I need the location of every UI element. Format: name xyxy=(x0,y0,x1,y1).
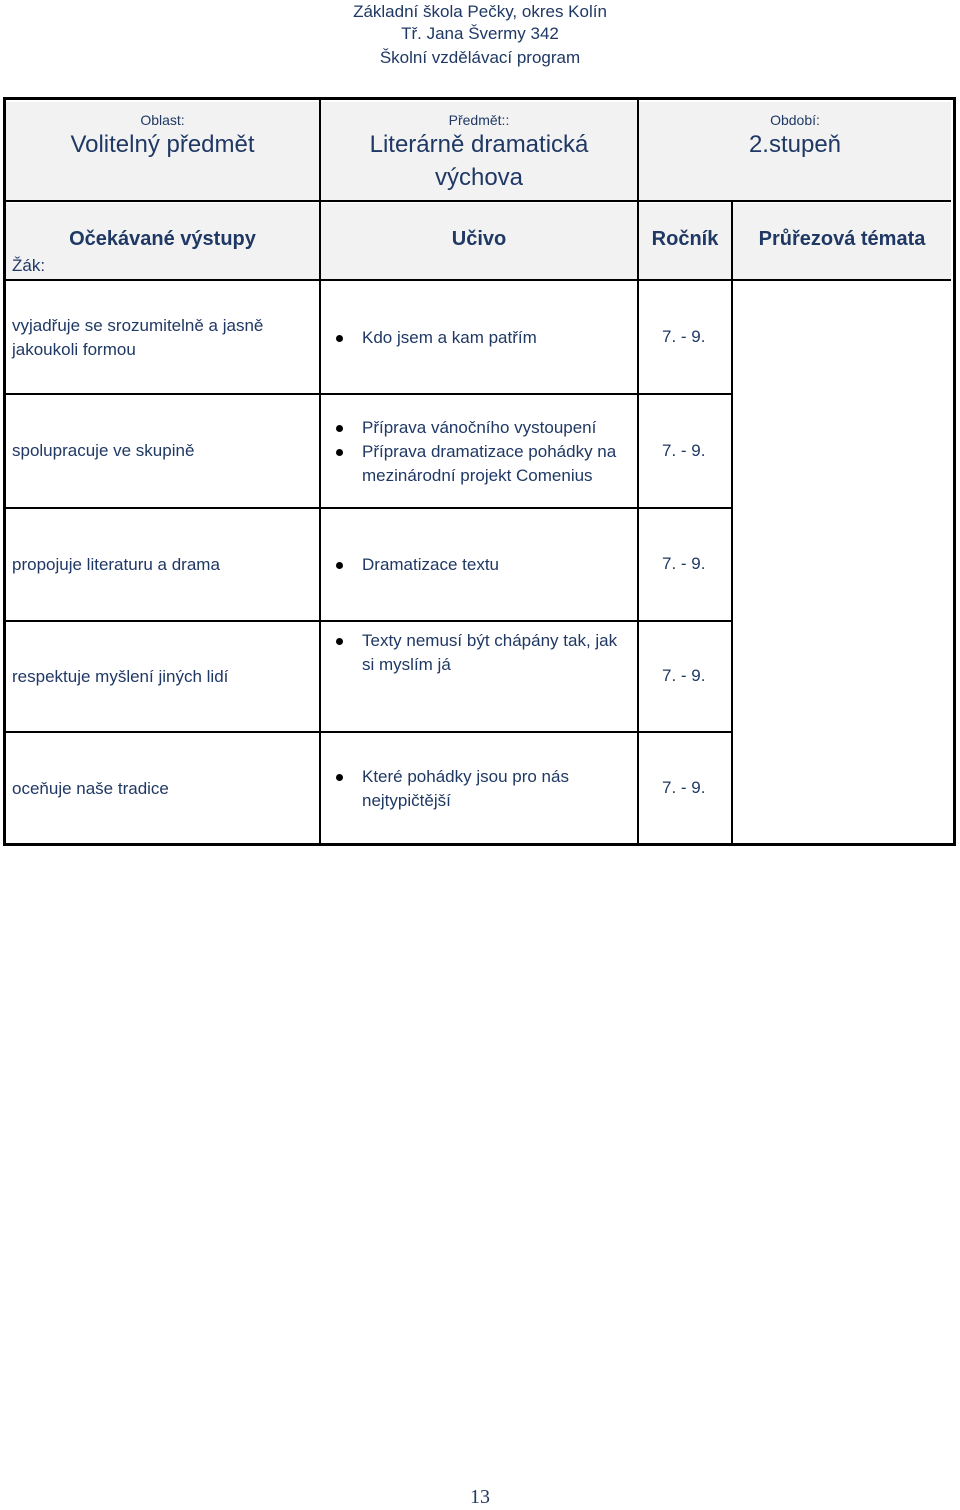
divider xyxy=(6,731,733,733)
table-row-rocnik: 7. - 9. xyxy=(662,327,706,346)
table-row-ucivo xyxy=(334,765,624,813)
table-row-rocnik: 7. - 9. xyxy=(662,554,706,573)
predmet-cell xyxy=(321,112,637,194)
divider xyxy=(6,507,733,509)
column-ucivo: Učivo xyxy=(451,228,507,250)
list-item: Příprava vánočního vystoupení xyxy=(334,416,637,440)
predmet-label: Předmět:: xyxy=(448,112,510,128)
table-row-vystup: respektuje myšlení jiných lidí xyxy=(12,667,229,686)
zak-label: Žák: xyxy=(12,256,46,275)
divider xyxy=(319,200,321,843)
table-row-vystup: propojuje literaturu a drama xyxy=(12,555,220,574)
divider xyxy=(6,620,733,622)
table-row-ucivo xyxy=(334,416,637,488)
table-row-ucivo xyxy=(334,629,624,677)
table-row-ucivo xyxy=(334,326,634,350)
divider xyxy=(637,200,639,843)
oblast-label: Oblast: xyxy=(140,112,185,128)
column-temata: Průřezová témata xyxy=(758,228,926,250)
column-rocnik: Ročník xyxy=(651,228,719,250)
table-row-rocnik: 7. - 9. xyxy=(662,778,706,797)
table-row-ucivo xyxy=(334,553,634,577)
table-row-rocnik: 7. - 9. xyxy=(662,666,706,685)
page-number: 13 xyxy=(470,1486,490,1508)
school-address: Tř. Jana Švermy 342 xyxy=(401,24,559,43)
divider xyxy=(6,200,951,202)
column-vystupy: Očekávané výstupy xyxy=(69,228,256,250)
list-item: Kdo jsem a kam patřím xyxy=(334,326,634,350)
obdobi-value: 2.stupeň xyxy=(748,131,842,158)
predmet-value-line1: Literárně dramatická xyxy=(369,131,589,158)
table-row-vystup: vyjadřuje se srozumitelně a jasně jakoukoli formou xyxy=(12,316,264,359)
obdobi-cell xyxy=(639,112,951,161)
program-title: Školní vzdělávací program xyxy=(379,48,581,67)
list-item: Které pohádky jsou pro nás nejtypičtější xyxy=(334,765,624,813)
oblast-cell xyxy=(6,112,319,161)
oblast-value: Volitelný předmět xyxy=(70,131,255,158)
divider xyxy=(6,279,951,281)
list-item: Dramatizace textu xyxy=(334,553,634,577)
table-row-vystup: oceňuje naše tradice xyxy=(12,779,169,798)
table-row-rocnik: 7. - 9. xyxy=(662,441,706,460)
school-name: Základní škola Pečky, okres Kolín xyxy=(353,2,607,21)
list-item: Texty nemusí být chápány tak, jak si myslím já xyxy=(334,629,624,677)
divider xyxy=(731,200,733,843)
table-row-vystup: spolupracuje ve skupině xyxy=(12,441,195,460)
list-item: Příprava dramatizace pohádky na mezinárodní projekt Comenius xyxy=(334,440,637,488)
predmet-value-line2: výchova xyxy=(434,164,524,191)
divider xyxy=(6,393,733,395)
obdobi-label: Období: xyxy=(770,112,820,128)
